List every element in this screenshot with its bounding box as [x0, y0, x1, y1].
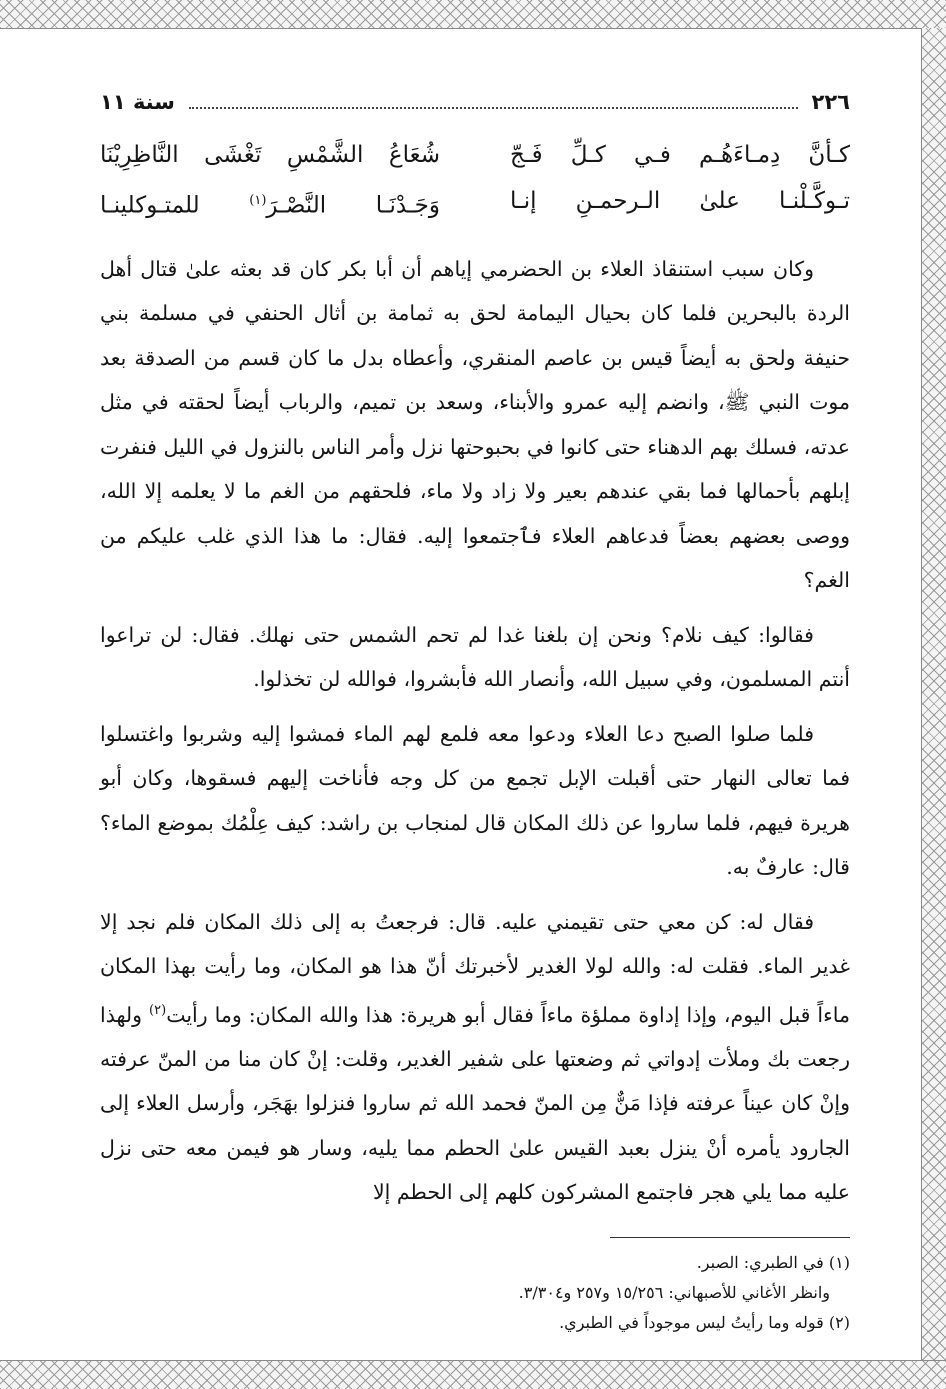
paragraph-text: فقال له: كن معي حتى تقيمني عليه. قال: فرجعتُ به إلى ذلك المكان فلم نجد إلا غدير الماء. فقلت له: والله لولا الغدير لأخبرتك أنّ هذا هو المكان، وما رأيت بهذا المكان ماءاً قبل اليوم، وإذا إداوة مملؤة ماءاً فقال أبو هريرة: هذا والله المكان: وما رأيت: [100, 909, 850, 1027]
poem-second-hemistich: شُعَاعُ الشَّمْسِ تَغْشَى النَّاظِرِيْنَا: [100, 142, 440, 168]
footnote: (١) في الطبري: الصبر.: [696, 1252, 850, 1272]
poem-text: وَجَـدْنَـا النَّصْـرَ: [266, 192, 440, 219]
poem-verse: [100, 178, 850, 229]
poem-verse: [100, 132, 850, 178]
book-page: [100, 90, 850, 1338]
decorative-border-top: [0, 0, 946, 29]
footnote: وانظر الأغاني للأصبهاني: ١٥/٢٥٦ و٢٥٧ و٣/٣٠٤.: [518, 1282, 830, 1302]
body-paragraph: فقالوا: كيف نلام؟ ونحن إن بلغنا غدا لم تحم الشمس حتى نهلك. فقال: لن تراعوا أنتم المسلمون، وفي سبيل الله، وأنصار الله فأبشروا، فوالله لن تخذلوا.: [100, 622, 850, 692]
poem-first-hemistich: كـأنَّ دِمـاءَهُـم فـي كـلِّ فَـجّ: [510, 142, 850, 168]
header-dotted-leader: [189, 93, 798, 109]
footnote-ref: (١): [249, 193, 267, 208]
poem-first-hemistich: تـوكَّـلْنـا علىٰ الـرحمـنِ إنـا: [510, 188, 850, 214]
decorative-border-bottom: [0, 1360, 946, 1389]
poem-second-hemistich: [100, 178, 440, 229]
running-header: [100, 90, 850, 128]
year-heading: سنة ١١: [100, 90, 175, 114]
footnote-ref: (٢): [149, 1002, 167, 1018]
decorative-border-right: [921, 28, 946, 1360]
body-paragraph: وكان سبب استنقاذ العلاء بن الحضرمي إياهم أن أبا بكر كان قد بعثه علىٰ قتال أهل الردة بالبحرين فلما كان بحيال اليمامة لحق به ثمامة بن أثال الحنفي في مسلمة بني حنيفة ولحق به أيضاً قيس بن عاصم المنقري، وأعطاه بدل ما كان قسم من الصدقة بعد موت النبي ﷺ، وانضم إليه عمرو والأبناء، وسعد بن تميم، والرباب أيضاً لحقته في مثل عدته، فسلك بهم الدهناء حتى كانوا في بحبوحتها نزل وأمر الناس بالنزول في الليل فنفرت إبلهم بأحمالها فما بقي عندهم بعير ولا زاد ولا ماء، فلحقهم من الغم ما لا يعلمه إلا الله، ووصى بعضهم بعضاً فدعاهم العلاء فٱجتمعوا إليه. فقال: ما هذا الذي غلب عليكم من الغم؟: [100, 256, 850, 593]
page-number: ٢٢٦: [811, 90, 850, 114]
body-paragraph: فلما صلوا الصبح دعا العلاء ودعوا معه فلمع لهم الماء فمشوا إليه وشربوا واغتسلوا فما تعالى النهار حتى أقبلت الإبل تجمع من كل وجه فأناخت إليهم فسقوها، وكان أبو هريرة فيهم، فلما ساروا عن ذلك المكان قال لمنجاب بن راشد: كيف عِلْمُك بموضع الماء؟ قال: عارفٌ به.: [100, 721, 850, 880]
poem-text: للمتـوكلينـا: [100, 192, 250, 219]
poem: [100, 132, 850, 229]
footnote-separator: [610, 1237, 850, 1238]
footnote: (٢) قوله وما رأيتُ ليس موجوداً في الطبري.: [559, 1312, 850, 1332]
paragraph-text: ولهذا رجعت بك وملأت إدواتي ثم وضعتها على شفير الغدير، وقلت: إنْ كان منا من المنّ عرفته وإنْ كان عيناً عرفته فإذا مَنٌّ مِن المنّ فحمد الله ثم ساروا فنزلوا بهَجَر، وأرسل العلاء إلى الجارود يأمره أنْ ينزل بعبد القيس علىٰ الحطم مما يليه، وسار هو فيمن معه حتى نزل عليه مما يلي هجر فاجتمع المشركون كلهم إلى الحطم إلا: [100, 1002, 850, 1205]
body-paragraph: [100, 900, 850, 1215]
